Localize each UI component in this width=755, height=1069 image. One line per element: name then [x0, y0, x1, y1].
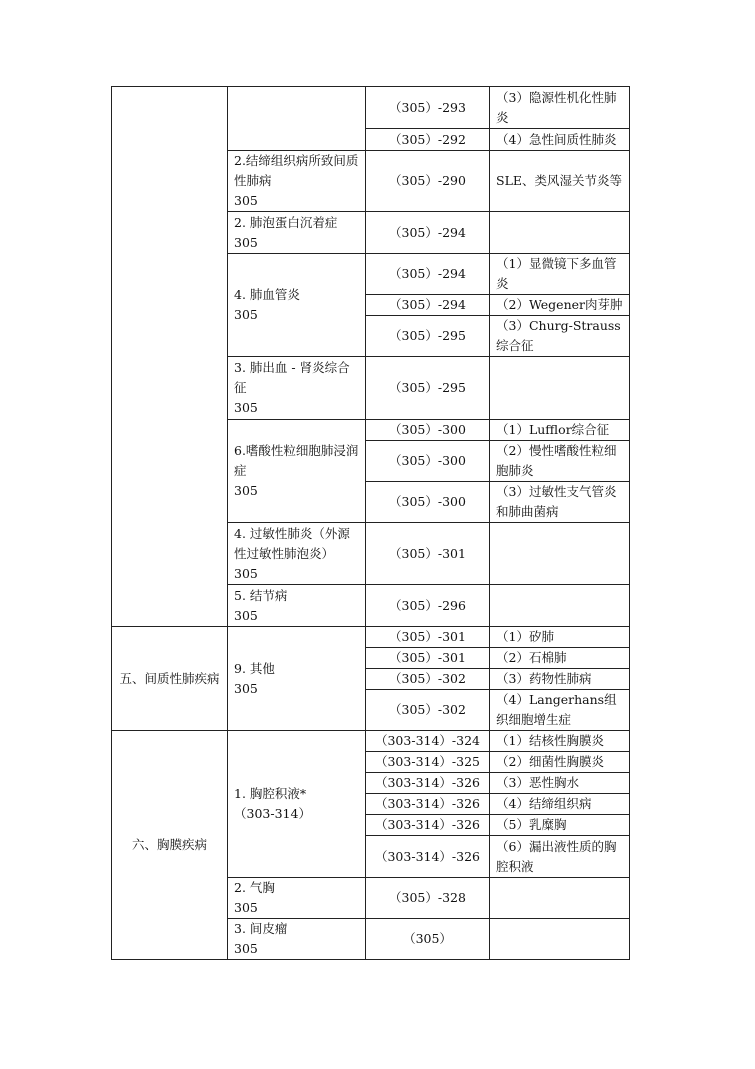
detail-cell: （4）急性间质性肺炎 — [490, 129, 630, 151]
reference-cell: （305）-296 — [366, 585, 490, 627]
reference-cell: （303-314）-326 — [366, 836, 490, 878]
topic-cell — [228, 919, 366, 960]
topic-title: 3. 肺出血 - 肾炎综合征 — [234, 360, 350, 395]
topic-title: 5. 结节病 — [234, 587, 288, 603]
detail-cell: （3）药物性肺病 — [490, 669, 630, 690]
topic-page: 305 — [234, 234, 258, 250]
topic-title: 2. 肺泡蛋白沉着症 — [234, 214, 338, 230]
topic-page: 305 — [234, 193, 258, 208]
topic-cell — [228, 878, 366, 919]
detail-cell: （3）隐源性机化性肺炎 — [490, 87, 630, 129]
detail-cell: （2）石棉肺 — [490, 648, 630, 669]
table-row — [112, 627, 630, 648]
detail-cell: （2）慢性嗜酸性粒细胞肺炎 — [490, 441, 630, 482]
topic-cell — [228, 212, 366, 254]
reference-cell: （303-314）-326 — [366, 815, 490, 836]
reference-cell: （305）-301 — [366, 648, 490, 669]
topic-cell — [228, 87, 366, 151]
detail-cell: （1）矽肺 — [490, 627, 630, 648]
topic-page: 305 — [234, 483, 258, 498]
topic-page: 305 — [234, 607, 258, 623]
topic-cell — [228, 731, 366, 878]
topic-cell — [228, 420, 366, 523]
reference-cell: （305）-300 — [366, 420, 490, 441]
topic-page: 305 — [234, 400, 258, 415]
topic-page: 305 — [234, 565, 258, 581]
reference-cell: （303-314）-326 — [366, 773, 490, 794]
table-row — [112, 731, 630, 752]
detail-cell — [490, 523, 630, 585]
detail-cell: （1）Lufflor综合征 — [490, 420, 630, 441]
reference-cell: （303-314）-325 — [366, 752, 490, 773]
reference-cell: （305）-300 — [366, 441, 490, 482]
reference-cell: （305）-294 — [366, 212, 490, 254]
detail-cell — [490, 919, 630, 960]
detail-cell — [490, 585, 630, 627]
detail-cell: （2）Wegener肉芽肿 — [490, 295, 630, 316]
reference-cell: （305）-293 — [366, 87, 490, 129]
reference-cell: （305）-295 — [366, 357, 490, 420]
reference-cell: （305）-328 — [366, 878, 490, 919]
topic-page: 305 — [234, 941, 258, 956]
reference-cell: （305）-302 — [366, 690, 490, 731]
topic-title: 1. 胸腔积液* — [234, 786, 307, 801]
reference-cell: （305）-295 — [366, 316, 490, 357]
reference-cell: （303-314）-326 — [366, 794, 490, 815]
table-row — [112, 87, 630, 129]
unit-cell — [112, 87, 228, 627]
topic-cell — [228, 523, 366, 585]
topic-title: 2.结缔组织病所致间质性肺病 — [234, 153, 359, 188]
detail-cell: （1）显微镜下多血管炎 — [490, 254, 630, 295]
detail-cell: （4）结缔组织病 — [490, 794, 630, 815]
detail-cell: （4）Langerhans组织细胞增生症 — [490, 690, 630, 731]
reference-cell: （305）-300 — [366, 482, 490, 523]
reference-cell: （305） — [366, 919, 490, 960]
detail-cell: （2）细菌性胸膜炎 — [490, 752, 630, 773]
detail-cell: SLE、类风湿关节炎等 — [490, 151, 630, 212]
reference-cell: （305）-294 — [366, 295, 490, 316]
topic-title: 4. 过敏性肺炎（外源性过敏性肺泡炎） — [234, 525, 350, 561]
topic-title: 4. 肺血管炎 — [234, 287, 300, 302]
topic-title: 2. 气胸 — [234, 880, 275, 895]
topic-cell — [228, 254, 366, 357]
topic-title: 3. 间皮瘤 — [234, 921, 288, 936]
topic-page: 305 — [234, 680, 258, 696]
reference-cell: （305）-292 — [366, 129, 490, 151]
topic-cell — [228, 627, 366, 731]
detail-cell: （5）乳糜胸 — [490, 815, 630, 836]
reference-cell: （305）-301 — [366, 627, 490, 648]
detail-cell — [490, 212, 630, 254]
unit-cell: 五、间质性肺疾病 — [112, 627, 228, 731]
detail-cell: （6）漏出液性质的胸腔积液 — [490, 836, 630, 878]
unit-cell: 六、胸膜疾病 — [112, 731, 228, 960]
reference-cell: （305）-301 — [366, 523, 490, 585]
detail-cell: （1）结核性胸膜炎 — [490, 731, 630, 752]
topic-cell — [228, 585, 366, 627]
topic-title: 9. 其他 — [234, 660, 275, 676]
topic-title: 6.嗜酸性粒细胞肺浸润症 — [234, 443, 359, 478]
topic-page: 305 — [234, 307, 258, 322]
topic-page: 305 — [234, 900, 258, 915]
reference-cell: （305）-290 — [366, 151, 490, 212]
detail-cell: （3）Churg-Strauss综合征 — [490, 316, 630, 357]
reference-cell: （305）-302 — [366, 669, 490, 690]
detail-cell: （3）过敏性支气管炎和肺曲菌病 — [490, 482, 630, 523]
syllabus-table — [111, 86, 630, 960]
detail-cell — [490, 878, 630, 919]
detail-cell — [490, 357, 630, 420]
reference-cell: （303-314）-324 — [366, 731, 490, 752]
detail-cell: （3）恶性胸水 — [490, 773, 630, 794]
topic-page: （303-314） — [234, 806, 311, 821]
topic-cell — [228, 357, 366, 420]
topic-cell — [228, 151, 366, 212]
reference-cell: （305）-294 — [366, 254, 490, 295]
